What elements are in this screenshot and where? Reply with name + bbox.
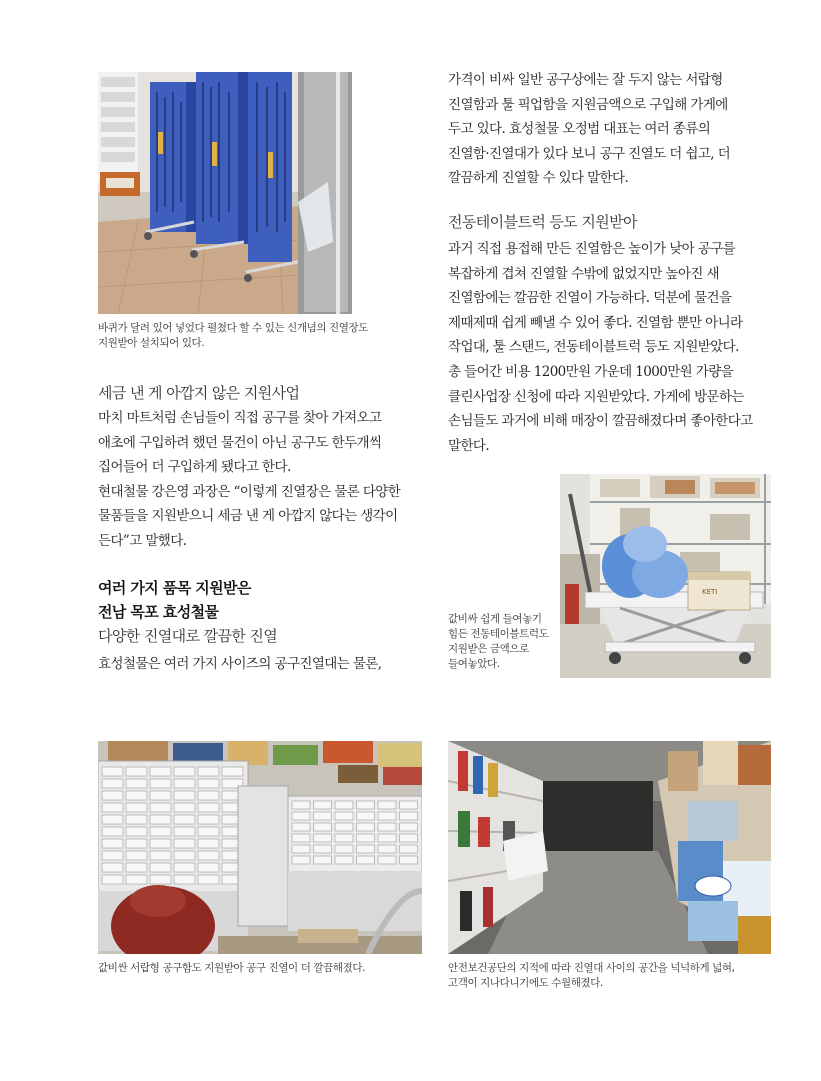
text-line: 과거 직접 용접해 만든 진열함은 높이가 낮아 공구를 [448, 241, 736, 257]
photo-widened-aisle [448, 741, 771, 954]
text-line: 든다”고 말했다. [98, 532, 187, 549]
section2-subtitle: 다양한 진열대로 깔끔한 진열 [98, 627, 278, 645]
right-section-heading: 전동테이블트럭 등도 지원받아 [448, 213, 637, 231]
text-line: 손님들도 과거에 비해 매장이 깔끔해졌다며 좋아한다고 [448, 413, 753, 430]
text-line: 클린사업장 신청에 따라 지원받았다. 가게에 방문하는 [448, 388, 744, 405]
photo-drawer-tool-cabinets [98, 741, 422, 954]
text-line: 두고 있다. 효성철물 오정범 대표는 여러 종류의 [448, 121, 711, 138]
right-intro [448, 68, 778, 191]
caption-line: 고객이 지나다니기에도 수월해졌다. [448, 977, 603, 989]
photo4-caption [448, 961, 778, 991]
caption-line: 들여놓았다. [448, 658, 500, 670]
text-line: 진열함과 툴 픽업함을 지원금액으로 구입해 가게에 [448, 96, 728, 113]
caption-line: 지원받아 설치되어 있다. [98, 337, 205, 349]
text-line: 효성철물은 여러 가지 사이즈의 공구진열대는 물론, [98, 656, 382, 672]
text-line: 총 들어간 비용 1200만원 가운데 1000만원 가량을 [448, 363, 734, 380]
section1-heading: 세금 낸 게 아깝지 않은 지원사업 [98, 384, 300, 402]
photo1-caption [98, 321, 398, 351]
photo3-caption [98, 961, 428, 976]
text-line: 작업대, 툴 스탠드, 전동테이블트럭 등도 지원받았다. [448, 339, 739, 356]
text-line: 말한다. [448, 437, 490, 454]
text-line: 가격이 비싸 일반 공구상에는 잘 두지 않는 서랍형 [448, 72, 723, 88]
section2-title-line1: 여러 가지 품목 지원받은 [98, 579, 251, 597]
text-line: 진열함에는 깔끔한 진열이 가능하다. 덕분에 물건을 [448, 290, 732, 307]
text-line: 집어들어 더 구입하게 됐다고 한다. [98, 459, 291, 476]
section1-body [98, 406, 418, 554]
text-line: 제때제때 쉽게 빼낼 수 있어 좋다. 진열함 뿐만 아니라 [448, 314, 743, 331]
box-label-text: KETI [702, 588, 718, 596]
caption-line: 힘든 전동테이블트럭도 [448, 628, 549, 640]
text-line: 진열함·진열대가 있다 보니 공구 진열도 더 쉽고, 더 [448, 145, 731, 162]
caption-line: 값비싼 서랍형 공구함도 지원받아 공구 진열이 더 깔끔해졌다. [98, 962, 366, 974]
section2-body [98, 652, 418, 677]
text-line: 복잡하게 겹쳐 진열할 수밖에 없었지만 높아진 새 [448, 265, 719, 282]
caption-line: 값비싸 쉽게 들여놓기 [448, 613, 542, 625]
text-line: 현대철물 강은영 과장은 “이렇게 진열장은 물론 다양한 [98, 483, 401, 500]
photo-pegboard-display-stands [98, 72, 352, 314]
text-line: 애초에 구입하려 했던 물건이 아닌 공구도 한두개씩 [98, 434, 382, 451]
text-line: 물품들을 지원받으니 세금 낸 게 아깝지 않다는 생각이 [98, 508, 398, 525]
caption-line: 지원받은 금액으로 [448, 643, 529, 655]
text-line: 마치 마트처럼 손님들이 직접 공구를 찾아 가져오고 [98, 410, 382, 426]
text-line: 깔끔하게 진열할 수 있다 말한다. [448, 170, 629, 187]
caption-line: 안전보건공단의 지적에 따라 진열대 사이의 공간을 넉넉하게 넓혀, [448, 962, 735, 974]
section2-title-line2: 전남 목포 효성철물 [98, 603, 219, 621]
right-section-body [448, 237, 778, 458]
photo2-caption [448, 612, 558, 672]
caption-line: 바퀴가 달려 있어 넣었다 펼쳤다 할 수 있는 신개념의 진열장도 [98, 322, 369, 334]
photo-electric-table-truck [560, 474, 771, 678]
